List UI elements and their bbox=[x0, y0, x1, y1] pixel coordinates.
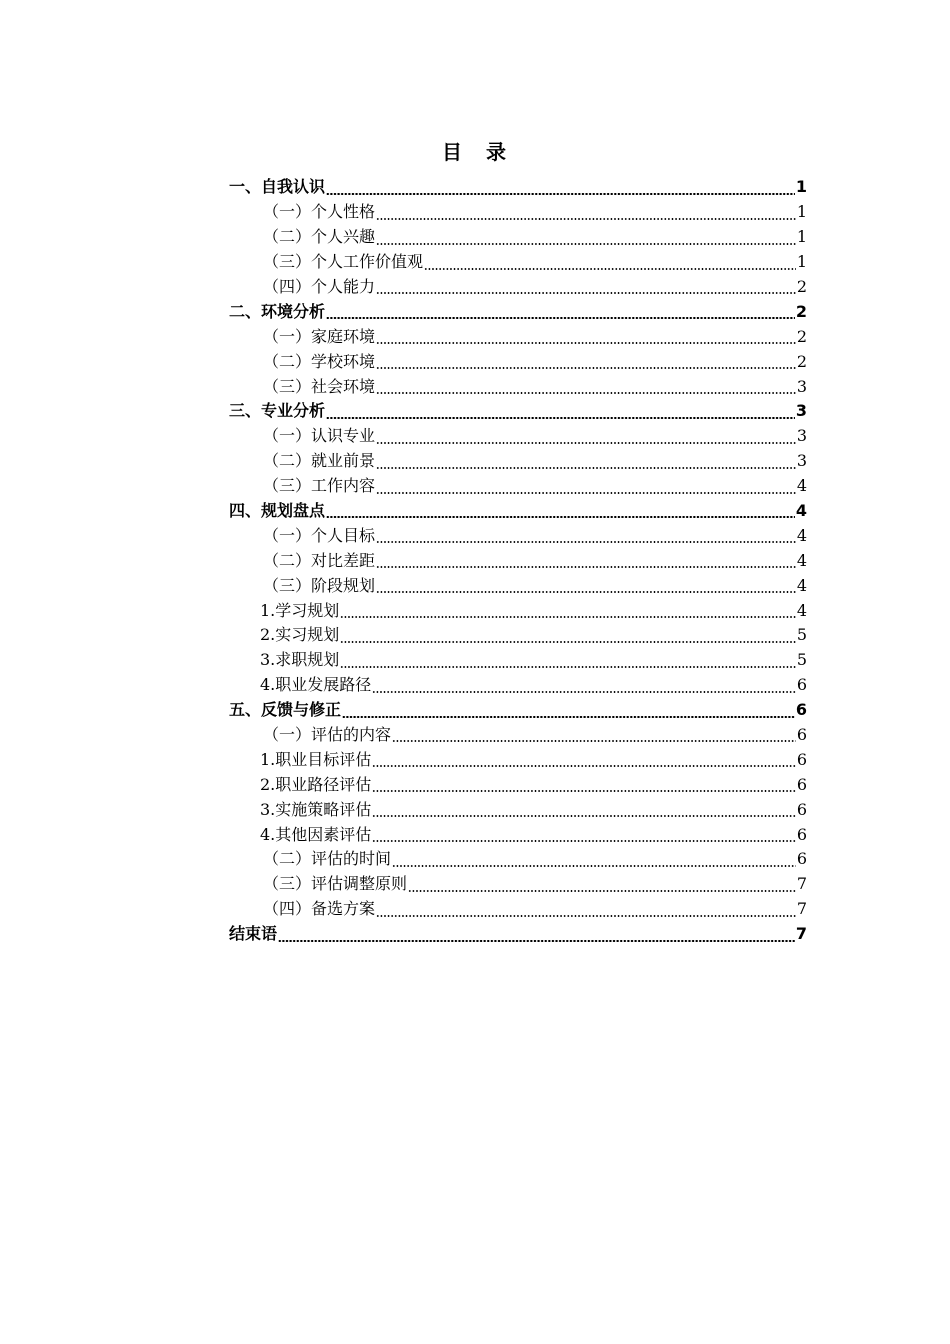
toc-dot-leader bbox=[372, 815, 796, 817]
toc-entry-label: 2.实习规划 bbox=[260, 625, 340, 645]
toc-dot-leader bbox=[392, 865, 796, 867]
toc-dot-leader bbox=[326, 193, 795, 195]
toc-entry-page-number: 3 bbox=[795, 401, 807, 421]
toc-entry[interactable] bbox=[229, 698, 807, 723]
toc-entry-page-number: 4 bbox=[796, 600, 807, 620]
toc-entry-page-number: 3 bbox=[796, 376, 807, 396]
toc-entry-label: （一）认识专业 bbox=[263, 426, 376, 446]
toc-entry[interactable] bbox=[229, 897, 807, 922]
toc-entry-page-number: 6 bbox=[795, 700, 807, 720]
toc-entry-label: （二）个人兴趣 bbox=[263, 227, 376, 247]
toc-dot-leader bbox=[376, 367, 796, 369]
toc-entry-label: 结束语 bbox=[229, 924, 278, 944]
toc-entry[interactable] bbox=[229, 474, 807, 499]
toc-entry-label: （三）评估调整原则 bbox=[263, 874, 408, 894]
toc-dot-leader bbox=[376, 392, 796, 394]
toc-entry[interactable] bbox=[229, 673, 807, 698]
toc-entry-page-number: 4 bbox=[796, 550, 807, 570]
toc-dot-leader bbox=[376, 591, 796, 593]
toc-entry-label: （三）工作内容 bbox=[263, 476, 376, 496]
toc-entry-page-number: 4 bbox=[796, 575, 807, 595]
toc-dot-leader bbox=[376, 467, 796, 469]
toc-entry-page-number: 2 bbox=[795, 301, 807, 321]
toc-entry-page-number: 6 bbox=[796, 799, 807, 819]
toc-entry-label: （二）就业前景 bbox=[263, 451, 376, 471]
toc-entry-label: （三）社会环境 bbox=[263, 376, 376, 396]
toc-entry-label: （二）学校环境 bbox=[263, 351, 376, 371]
toc-entry[interactable] bbox=[229, 723, 807, 748]
toc-entry[interactable] bbox=[229, 797, 807, 822]
toc-dot-leader bbox=[326, 516, 795, 518]
toc-entry[interactable] bbox=[229, 449, 807, 474]
toc-entry-page-number: 1 bbox=[796, 202, 807, 222]
toc-dot-leader bbox=[424, 268, 796, 270]
toc-entry[interactable] bbox=[229, 374, 807, 399]
toc-entry-label: 1.学习规划 bbox=[260, 600, 340, 620]
table-of-contents bbox=[229, 175, 807, 947]
toc-entry[interactable] bbox=[229, 499, 807, 524]
toc-entry-label: 3.求职规划 bbox=[260, 650, 340, 670]
toc-entry[interactable] bbox=[229, 822, 807, 847]
toc-entry-page-number: 6 bbox=[796, 849, 807, 869]
toc-entry-page-number: 2 bbox=[796, 326, 807, 346]
toc-dot-leader bbox=[342, 716, 795, 718]
toc-dot-leader bbox=[372, 691, 796, 693]
toc-entry[interactable] bbox=[229, 772, 807, 797]
toc-entry[interactable] bbox=[229, 523, 807, 548]
toc-entry-page-number: 1 bbox=[796, 227, 807, 247]
toc-dot-leader bbox=[278, 940, 795, 942]
toc-dot-leader bbox=[376, 492, 796, 494]
toc-dot-leader bbox=[326, 317, 795, 319]
toc-entry-label: 1.职业目标评估 bbox=[260, 749, 372, 769]
toc-entry-label: 二、环境分析 bbox=[229, 301, 326, 321]
toc-dot-leader bbox=[340, 616, 796, 618]
toc-entry-page-number: 1 bbox=[796, 252, 807, 272]
toc-entry[interactable] bbox=[229, 747, 807, 772]
toc-entry-page-number: 7 bbox=[796, 874, 807, 894]
toc-entry-page-number: 6 bbox=[796, 824, 807, 844]
toc-entry[interactable] bbox=[229, 200, 807, 225]
toc-dot-leader bbox=[372, 765, 796, 767]
toc-dot-leader bbox=[340, 666, 796, 668]
toc-entry-page-number: 6 bbox=[796, 725, 807, 745]
toc-entry[interactable] bbox=[229, 847, 807, 872]
toc-entry-label: （三）个人工作价值观 bbox=[263, 252, 424, 272]
toc-dot-leader bbox=[376, 243, 796, 245]
toc-entry-page-number: 3 bbox=[796, 451, 807, 471]
toc-entry[interactable] bbox=[229, 648, 807, 673]
toc-dot-leader bbox=[376, 442, 796, 444]
toc-entry[interactable] bbox=[229, 275, 807, 300]
toc-entry-label: 3.实施策略评估 bbox=[260, 799, 372, 819]
toc-entry-page-number: 2 bbox=[796, 277, 807, 296]
toc-dot-leader bbox=[376, 566, 796, 568]
toc-entry-label: 2.职业路径评估 bbox=[260, 774, 372, 794]
toc-entry-label: 4.职业发展路径 bbox=[260, 675, 372, 695]
toc-entry-page-number: 2 bbox=[796, 351, 807, 371]
toc-entry-page-number: 7 bbox=[795, 924, 807, 944]
toc-title: 目 录 bbox=[442, 140, 508, 164]
toc-entry[interactable] bbox=[229, 324, 807, 349]
toc-dot-leader bbox=[392, 740, 796, 742]
toc-entry-label: （三）阶段规划 bbox=[263, 575, 376, 595]
toc-entry-label: （一）个人目标 bbox=[263, 525, 376, 545]
toc-entry-page-number: 5 bbox=[796, 650, 807, 670]
toc-entry[interactable] bbox=[229, 349, 807, 374]
toc-entry[interactable] bbox=[229, 299, 807, 324]
toc-entry-label: （一）评估的内容 bbox=[263, 725, 392, 745]
toc-entry-label: （二）评估的时间 bbox=[263, 849, 392, 869]
toc-dot-leader bbox=[372, 840, 796, 842]
toc-dot-leader bbox=[408, 890, 796, 892]
toc-dot-leader bbox=[326, 417, 795, 419]
toc-entry-label: 四、规划盘点 bbox=[229, 501, 326, 521]
toc-entry[interactable] bbox=[229, 424, 807, 449]
toc-entry[interactable] bbox=[229, 225, 807, 250]
toc-entry[interactable] bbox=[229, 548, 807, 573]
toc-entry[interactable] bbox=[229, 573, 807, 598]
toc-entry-page-number: 6 bbox=[796, 675, 807, 695]
toc-entry[interactable] bbox=[229, 872, 807, 897]
toc-entry[interactable] bbox=[229, 922, 807, 947]
toc-entry-page-number: 4 bbox=[796, 525, 807, 545]
toc-entry-page-number: 4 bbox=[796, 476, 807, 496]
toc-entry-page-number: 1 bbox=[795, 177, 807, 197]
toc-entry-label: （一）家庭环境 bbox=[263, 326, 376, 346]
toc-entry-label: （四）个人能力 bbox=[263, 277, 376, 296]
toc-entry-page-number: 6 bbox=[796, 749, 807, 769]
toc-entry[interactable] bbox=[229, 598, 807, 623]
toc-entry-label: （二）对比差距 bbox=[263, 550, 376, 570]
toc-entry[interactable] bbox=[229, 250, 807, 275]
toc-dot-leader bbox=[376, 218, 796, 220]
toc-dot-leader bbox=[376, 541, 796, 543]
toc-entry-label: （一）个人性格 bbox=[263, 202, 376, 222]
toc-entry[interactable] bbox=[229, 623, 807, 648]
toc-entry[interactable] bbox=[229, 399, 807, 424]
toc-entry[interactable] bbox=[229, 175, 807, 200]
toc-dot-leader bbox=[376, 292, 796, 294]
toc-entry-page-number: 3 bbox=[796, 426, 807, 446]
toc-entry-page-number: 5 bbox=[796, 625, 807, 645]
toc-entry-label: 一、自我认识 bbox=[229, 177, 326, 197]
toc-dot-leader bbox=[340, 641, 796, 643]
toc-entry-label: 三、专业分析 bbox=[229, 401, 326, 421]
toc-entry-page-number: 7 bbox=[796, 899, 807, 919]
toc-entry-page-number: 4 bbox=[795, 501, 807, 521]
toc-dot-leader bbox=[376, 915, 796, 917]
toc-entry-label: 五、反馈与修正 bbox=[229, 700, 342, 720]
toc-entry-page-number: 6 bbox=[796, 774, 807, 794]
toc-entry-label: （四）备选方案 bbox=[263, 899, 376, 919]
toc-dot-leader bbox=[376, 342, 796, 344]
toc-dot-leader bbox=[372, 790, 796, 792]
toc-entry-label: 4.其他因素评估 bbox=[260, 824, 372, 844]
